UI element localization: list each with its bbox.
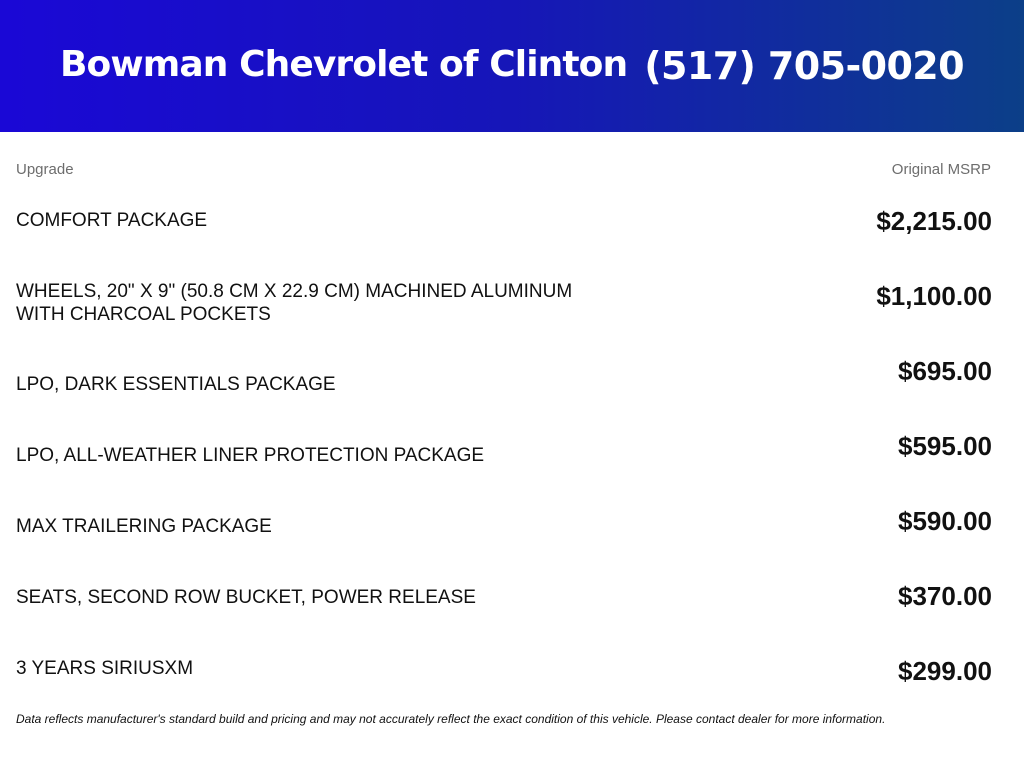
dealer-header: [0, 0, 1024, 132]
upgrade-column-header: Upgrade: [16, 161, 74, 178]
upgrade-name: COMFORT PACKAGE: [16, 210, 208, 231]
dealer-phone[interactable]: (517) 705-0020: [644, 44, 964, 88]
upgrade-price: $299.00: [898, 656, 992, 686]
upgrade-row: [16, 506, 992, 566]
upgrade-row: [16, 280, 992, 340]
upgrade-row: [16, 356, 992, 416]
upgrade-name: WHEELS, 20" X 9" (50.8 CM X 22.9 CM) MACHINED ALUMINUM WITH CHARCOAL POCKETS: [16, 281, 573, 325]
upgrade-name: MAX TRAILERING PACKAGE: [16, 516, 272, 537]
upgrade-name: LPO, ALL-WEATHER LINER PROTECTION PACKAGE: [16, 445, 485, 466]
upgrade-name: 3 YEARS SIRIUSXM: [16, 658, 194, 679]
upgrade-name: LPO, DARK ESSENTIALS PACKAGE: [16, 374, 336, 395]
upgrade-row: [16, 656, 992, 716]
upgrade-row: [16, 581, 992, 641]
upgrade-price: $595.00: [898, 431, 992, 461]
upgrade-name: SEATS, SECOND ROW BUCKET, POWER RELEASE: [16, 587, 476, 608]
dealer-name: Bowman Chevrolet of Clinton: [60, 44, 628, 85]
upgrade-row: [16, 431, 992, 491]
upgrade-row: [16, 206, 992, 266]
upgrade-price: $1,100.00: [876, 281, 992, 311]
pricing-disclaimer: Data reflects manufacturer's standard build and pricing and may not accurately reflect the exact condition of this vehicle. Please contact dealer for more information.: [16, 712, 886, 726]
upgrade-price: $2,215.00: [876, 206, 992, 236]
upgrade-price: $695.00: [898, 356, 992, 386]
upgrade-price: $590.00: [898, 506, 992, 536]
msrp-column-header: Original MSRP: [891, 161, 991, 178]
upgrade-price: $370.00: [898, 581, 992, 611]
